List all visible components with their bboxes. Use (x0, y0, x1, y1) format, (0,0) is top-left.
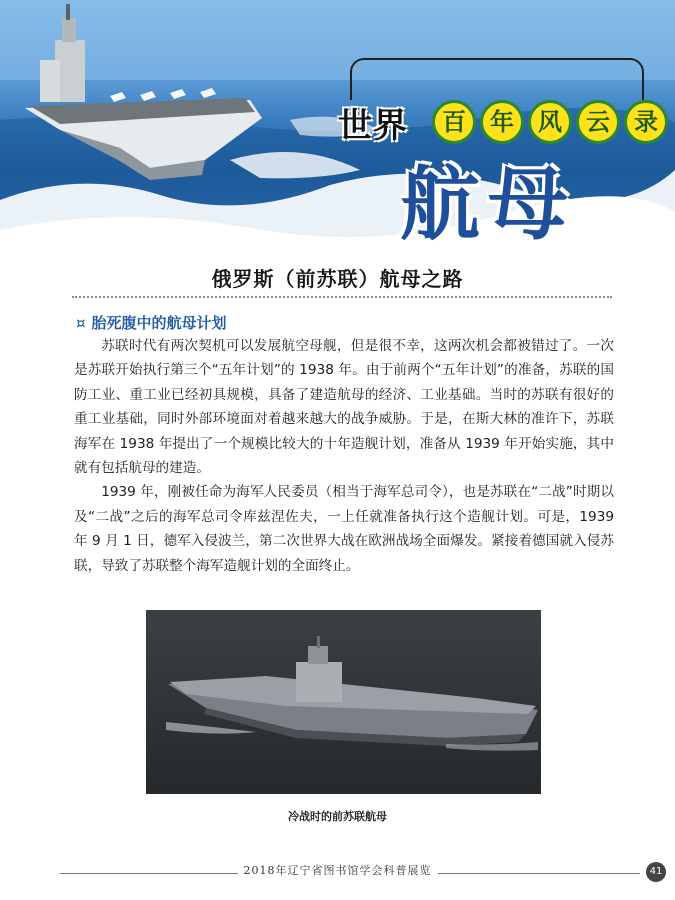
section-divider (72, 296, 612, 298)
page-number: 41 (646, 862, 666, 882)
title-circle-char: 年 (480, 100, 524, 144)
title-frame-line (350, 58, 644, 100)
carrier-photo (146, 610, 541, 794)
section-title: 俄罗斯（前苏联）航母之路 (211, 267, 464, 291)
title-circle-char: 云 (576, 100, 620, 144)
paragraph: 1939 年，刚被任命为海军人民委员（相当于海军总司令），也是苏联在“二战”时期以及“二战”之后的海军总司令库兹涅佐夫，一上任就准备执行这个造舰计划。可是，1939 年 9 月 1 日，德军入侵波兰，第二次世界大战在欧洲战场全面爆发。紧接着德国就入侵苏联，导致了苏联整个海军造舰计划的全面终止。 (74, 484, 614, 574)
banner-title-prefix: 世界 (338, 106, 408, 146)
subheading-text: 胎死腹中的航母计划 (91, 314, 227, 332)
footer-text: 2018年辽宁省图书馆学会科普展览 (238, 864, 438, 877)
subheading (76, 312, 227, 333)
header-banner (0, 0, 675, 260)
banner-title-circles (432, 100, 668, 144)
photo-caption: 冷战时的前苏联航母 (288, 810, 387, 823)
subheading-marker-icon: ¤ (76, 314, 86, 332)
banner-title-main: 航母 (400, 157, 576, 251)
article-body (74, 334, 614, 578)
footer (0, 862, 675, 878)
soviet-carrier-image (146, 610, 541, 794)
paragraph: 苏联时代有两次契机可以发展航空母舰，但是很不幸，这两次机会都被错过了。一次是苏联开始执行第三个“五年计划”的 1938 年。由于前两个“五年计划”的准备，苏联的国防工业、重工业已经初具规模，具备了建造航母的经济、工业基础。当时的苏联有很好的重工业基础，同时外部环境面对着越来越大的战争威胁。于是，在斯大林的准许下，苏联海军在 1938 年提出了一个规模比较大的十年造舰计划，准备从 1939 年开始实施，其中就有包括航母的建造。 (74, 338, 614, 477)
title-circle-char: 录 (624, 100, 668, 144)
title-circle-char: 风 (528, 100, 572, 144)
title-circle-char: 百 (432, 100, 476, 144)
